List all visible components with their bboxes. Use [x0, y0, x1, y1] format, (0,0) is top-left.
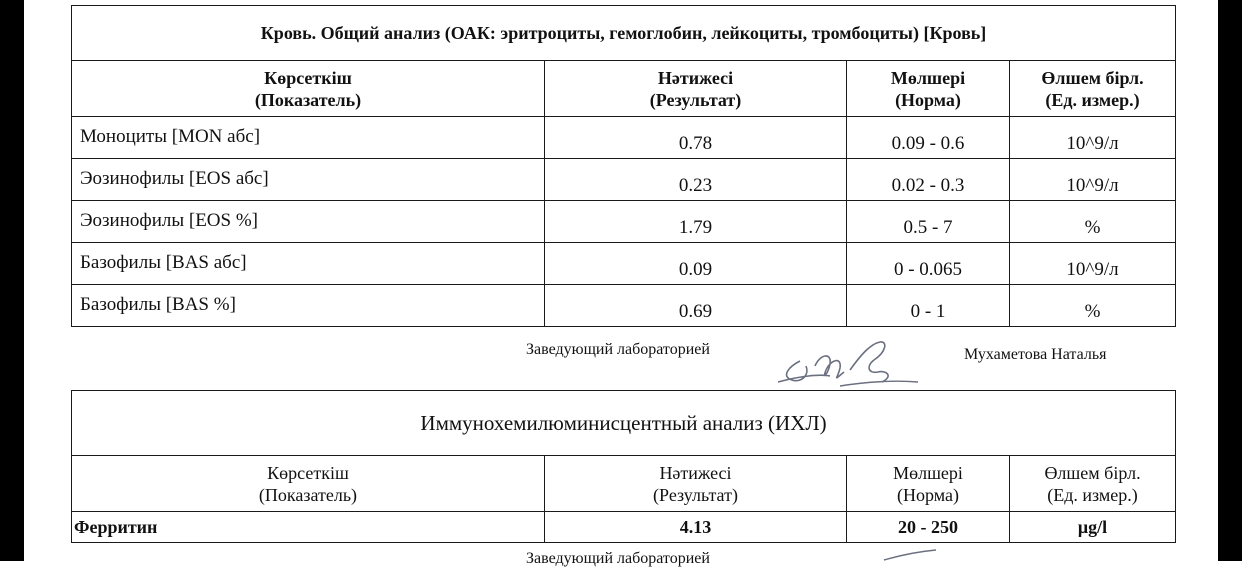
norm-range: 0.5 - 7	[847, 201, 1010, 243]
unit: μg/l	[1010, 512, 1176, 543]
cbc-header-row	[72, 61, 1176, 117]
unit: %	[1010, 285, 1176, 327]
indicator-name: Эозинофилы [EOS %]	[72, 201, 545, 243]
header-norm: Мөлшері (Норма)	[847, 61, 1010, 117]
indicator-name: Базофилы [BAS %]	[72, 285, 545, 327]
table-row	[72, 285, 1176, 327]
header-indicator: Көрсеткіш (Показатель)	[72, 61, 545, 117]
header-result: Нәтижесі (Результат)	[545, 61, 847, 117]
result-value: 4.13	[545, 512, 847, 543]
result-value: 0.23	[545, 159, 847, 201]
indicator-name: Ферритин	[72, 512, 545, 543]
ichl-table-title: Иммунохемилюминисцентный анализ (ИХЛ)	[72, 391, 1176, 456]
table-row	[72, 117, 1176, 159]
result-value: 0.69	[545, 285, 847, 327]
unit: 10^9/л	[1010, 117, 1176, 159]
handwritten-signature-2	[880, 548, 940, 562]
norm-range: 0 - 1	[847, 285, 1010, 327]
indicator-name: Базофилы [BAS абс]	[72, 243, 545, 285]
result-value: 1.79	[545, 201, 847, 243]
norm-range: 0 - 0.065	[847, 243, 1010, 285]
norm-range: 0.09 - 0.6	[847, 117, 1010, 159]
header-unit: Өлшем бірл. (Ед. измер.)	[1010, 456, 1176, 512]
lab-head-label: Заведующий лабораторией	[526, 341, 710, 358]
header-norm: Мөлшері (Норма)	[847, 456, 1010, 512]
header-unit: Өлшем бірл. (Ед. измер.)	[1010, 61, 1176, 117]
header-indicator: Көрсеткіш (Показатель)	[72, 456, 545, 512]
indicator-name: Эозинофилы [EOS абс]	[72, 159, 545, 201]
indicator-name: Моноциты [MON абс]	[72, 117, 545, 159]
table-row	[72, 243, 1176, 285]
cbc-table-title: Кровь. Общий анализ (ОАК: эритроциты, гемоглобин, лейкоциты, тромбоциты) [Кровь]	[72, 6, 1176, 61]
norm-range: 0.02 - 0.3	[847, 159, 1010, 201]
norm-range: 20 - 250	[847, 512, 1010, 543]
ichl-header-row	[72, 456, 1176, 512]
table-row	[72, 512, 1176, 543]
table-row	[72, 159, 1176, 201]
ichl-results-table	[71, 390, 1176, 543]
photo-edge-right	[1218, 0, 1242, 561]
handwritten-signature	[770, 336, 920, 391]
photo-edge-left	[0, 0, 24, 561]
unit: %	[1010, 201, 1176, 243]
unit: 10^9/л	[1010, 243, 1176, 285]
lab-head-label-2: Заведующий лабораторией	[526, 550, 710, 567]
result-value: 0.09	[545, 243, 847, 285]
table-row	[72, 201, 1176, 243]
cbc-results-table	[71, 5, 1176, 327]
unit: 10^9/л	[1010, 159, 1176, 201]
lab-head-name: Мухаметова Наталья	[964, 346, 1107, 363]
header-result: Нәтижесі (Результат)	[545, 456, 847, 512]
result-value: 0.78	[545, 117, 847, 159]
